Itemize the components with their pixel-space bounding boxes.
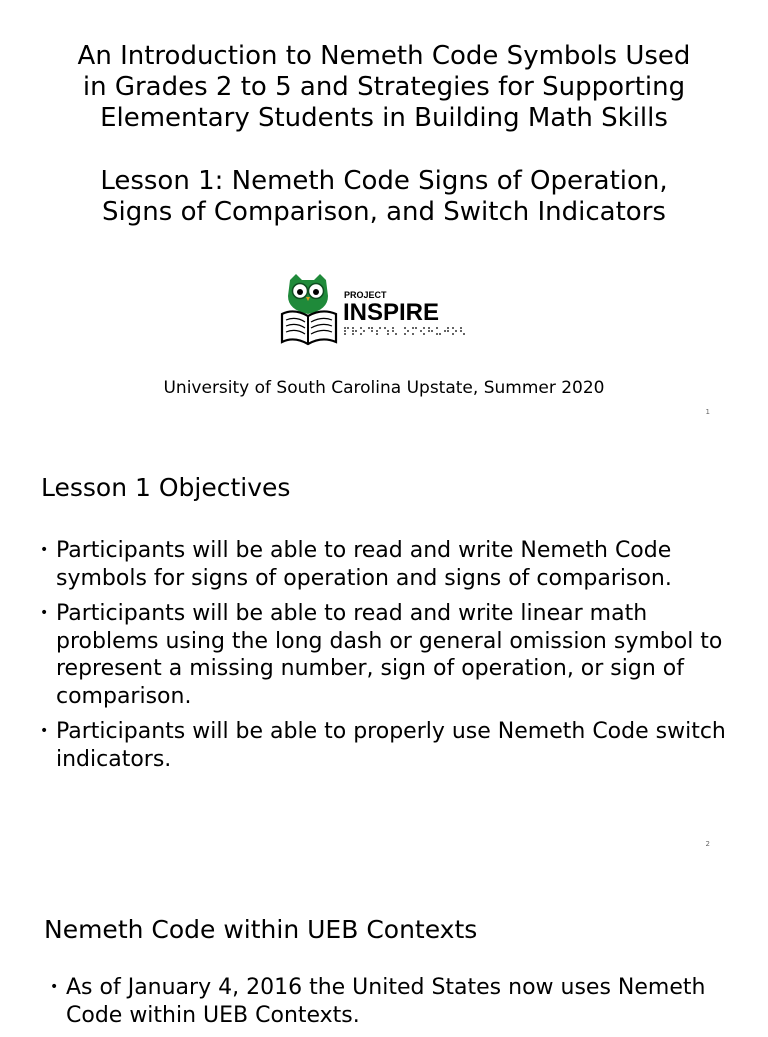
list-item [40, 537, 730, 592]
list-item [40, 600, 730, 710]
page-number: 1 [705, 408, 710, 416]
presentation-title [0, 41, 768, 134]
list-item-text: As of January 4, 2016 the United States now uses Nemeth Code within UEB Contexts. [66, 975, 706, 1028]
slide-heading: Lesson 1 Objectives [41, 473, 291, 502]
braille-dots [344, 327, 465, 335]
logo-project-text: PROJECT [344, 290, 387, 300]
slide-3 [0, 864, 768, 1028]
project-inspire-logo [278, 270, 492, 348]
subtitle: University of South Carolina Upstate, Summer 2020 [163, 378, 605, 398]
bullet-list [50, 974, 740, 1037]
open-book-icon [282, 311, 336, 344]
logo-inspire-text: INSPIRE [343, 299, 440, 326]
title-line: Elementary Students in Building Math Skills [100, 103, 668, 133]
slide-2 [0, 432, 768, 864]
list-item-text: Participants will be able to read and write Nemeth Code symbols for signs of operation and signs of comparison. [56, 538, 672, 591]
owl-icon [288, 274, 328, 314]
list-item [50, 974, 740, 1029]
bullet-icon: • [40, 605, 49, 621]
lesson-title-line: Signs of Comparison, and Switch Indicators [102, 197, 666, 227]
page-number: 2 [705, 840, 710, 848]
title-line: An Introduction to Nemeth Code Symbols Used [77, 41, 691, 71]
lesson-title-line: Lesson 1: Nemeth Code Signs of Operation, [100, 166, 668, 196]
slide-heading: Nemeth Code within UEB Contexts [44, 915, 478, 944]
bullet-icon: • [50, 979, 59, 995]
bullet-icon: • [40, 723, 49, 739]
list-item-text: Participants will be able to properly use Nemeth Code switch indicators. [56, 719, 726, 772]
bullet-icon: • [40, 542, 49, 558]
title-line: in Grades 2 to 5 and Strategies for Supporting [82, 72, 686, 102]
objectives-list [40, 537, 730, 781]
list-item [40, 718, 730, 773]
list-item-text: Participants will be able to read and write linear math problems using the long dash or general omission symbol to represent a missing number, sign of operation, or sign of comparison. [56, 601, 723, 709]
slide-1 [0, 0, 768, 432]
lesson-title [0, 166, 768, 228]
